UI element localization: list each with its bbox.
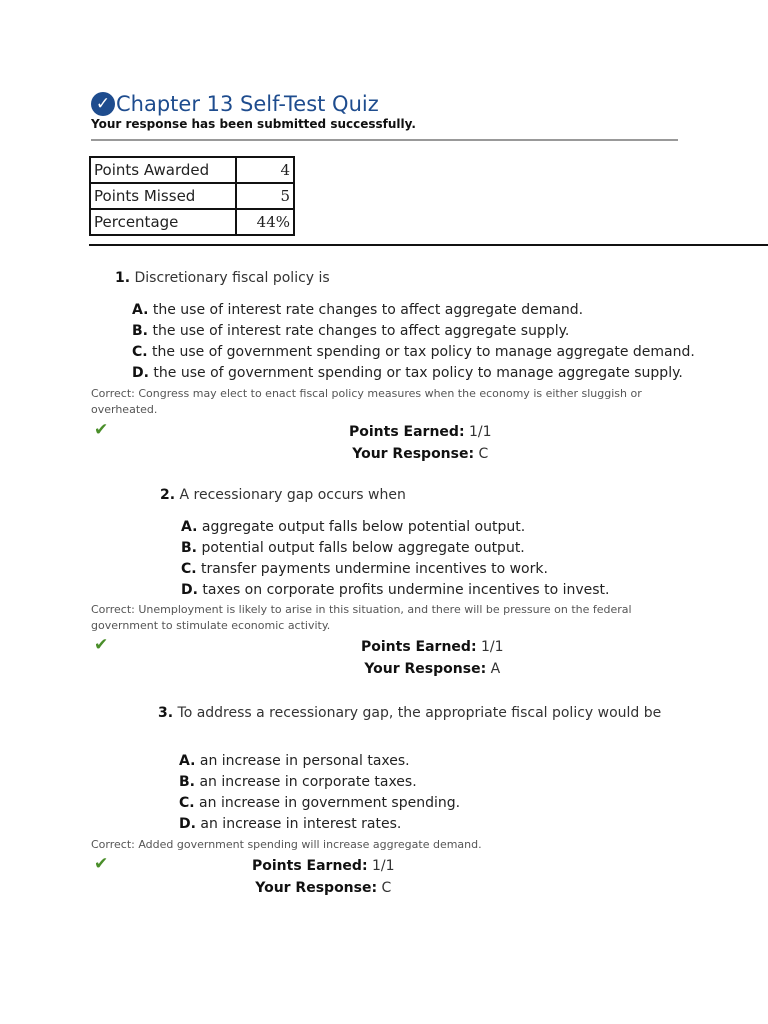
option-c — [132, 342, 695, 363]
option-letter: C. — [132, 344, 148, 360]
points-block — [252, 855, 395, 899]
options-list — [132, 300, 695, 384]
question-text: A recessionary gap occurs when — [179, 487, 406, 503]
option-letter: A. — [132, 302, 149, 318]
feedback-text: Correct: Unemployment is likely to arise in this situation, and there will be pressure on the federal government to stimulate economic activity. — [91, 603, 632, 632]
option-b — [181, 538, 609, 559]
option-letter: C. — [181, 561, 197, 577]
option-c — [181, 559, 609, 580]
title-row — [91, 92, 416, 116]
option-text: the use of interest rate changes to affect aggregate supply. — [152, 323, 570, 339]
question-text: Discretionary fiscal policy is — [134, 270, 330, 286]
score-table — [89, 156, 295, 236]
score-value: 44% — [236, 209, 294, 235]
options-list — [181, 517, 609, 601]
green-checkmark-icon: ✔ — [94, 854, 109, 874]
score-row — [90, 183, 294, 209]
option-letter: A. — [179, 753, 196, 769]
option-text: the use of interest rate changes to affect aggregate demand. — [152, 302, 584, 318]
option-text: transfer payments undermine incentives to work. — [201, 561, 548, 577]
response-value: A — [490, 661, 501, 677]
option-text: an increase in corporate taxes. — [199, 774, 417, 790]
score-row — [90, 209, 294, 235]
question-1 — [115, 270, 330, 286]
score-row — [90, 157, 294, 183]
response-value: C — [381, 880, 392, 896]
option-b — [132, 321, 695, 342]
response-row — [349, 443, 492, 465]
option-letter: D. — [132, 365, 149, 381]
points-earned-row — [361, 636, 504, 658]
header-divider — [91, 139, 678, 141]
question-2 — [160, 487, 406, 503]
green-checkmark-icon: ✔ — [94, 420, 109, 440]
option-text: potential output falls below aggregate output. — [201, 540, 525, 556]
option-text: an increase in personal taxes. — [199, 753, 410, 769]
score-label: Percentage — [90, 209, 236, 235]
score-label: Points Awarded — [90, 157, 236, 183]
points-earned-row — [252, 855, 395, 877]
question-text: To address a recessionary gap, the appropriate fiscal policy would be — [177, 705, 662, 721]
question-3 — [158, 703, 688, 723]
option-c — [179, 793, 460, 814]
option-a — [181, 517, 609, 538]
option-a — [132, 300, 695, 321]
points-earned-label: Points Earned: — [361, 639, 477, 655]
points-earned-label: Points Earned: — [252, 858, 368, 874]
option-letter: D. — [181, 582, 198, 598]
option-text: taxes on corporate profits undermine incentives to invest. — [202, 582, 610, 598]
page-title: Chapter 13 Self-Test Quiz — [116, 92, 379, 116]
option-text: aggregate output falls below potential output. — [201, 519, 526, 535]
option-letter: B. — [179, 774, 195, 790]
response-row — [252, 877, 395, 899]
your-response-label: Your Response: — [352, 446, 475, 462]
checkmark-circle-icon: ✓ — [91, 92, 115, 116]
submitted-message: Your response has been submitted successfully. — [91, 117, 416, 131]
score-value: 5 — [236, 183, 294, 209]
feedback-text: Correct: Congress may elect to enact fiscal policy measures when the economy is either sluggish or overheated. — [91, 387, 642, 416]
quiz-header — [91, 92, 416, 131]
points-earned-row — [349, 421, 492, 443]
option-text: an increase in interest rates. — [200, 816, 402, 832]
option-text: the use of government spending or tax policy to manage aggregate demand. — [152, 344, 695, 360]
option-letter: A. — [181, 519, 198, 535]
score-value: 4 — [236, 157, 294, 183]
option-letter: C. — [179, 795, 195, 811]
option-letter: B. — [132, 323, 148, 339]
options-list — [179, 751, 460, 835]
option-b — [179, 772, 460, 793]
question-number: 3. — [158, 705, 174, 721]
response-value: C — [478, 446, 489, 462]
option-a — [179, 751, 460, 772]
points-earned-value: 1/1 — [481, 639, 504, 655]
points-block — [349, 421, 492, 465]
your-response-label: Your Response: — [255, 880, 378, 896]
option-d — [181, 580, 609, 601]
score-label: Points Missed — [90, 183, 236, 209]
option-text: an increase in government spending. — [199, 795, 461, 811]
question-number: 1. — [115, 270, 131, 286]
points-earned-label: Points Earned: — [349, 424, 465, 440]
points-earned-value: 1/1 — [469, 424, 492, 440]
feedback-text: Correct: Added government spending will increase aggregate demand. — [91, 838, 482, 851]
option-d — [179, 814, 460, 835]
points-earned-value: 1/1 — [372, 858, 395, 874]
option-d — [132, 363, 695, 384]
option-letter: D. — [179, 816, 196, 832]
option-text: the use of government spending or tax policy to manage aggregate supply. — [153, 365, 683, 381]
option-letter: B. — [181, 540, 197, 556]
your-response-label: Your Response: — [364, 661, 487, 677]
question-number: 2. — [160, 487, 176, 503]
green-checkmark-icon: ✔ — [94, 635, 109, 655]
response-row — [361, 658, 504, 680]
section-divider — [89, 244, 768, 246]
points-block — [361, 636, 504, 680]
